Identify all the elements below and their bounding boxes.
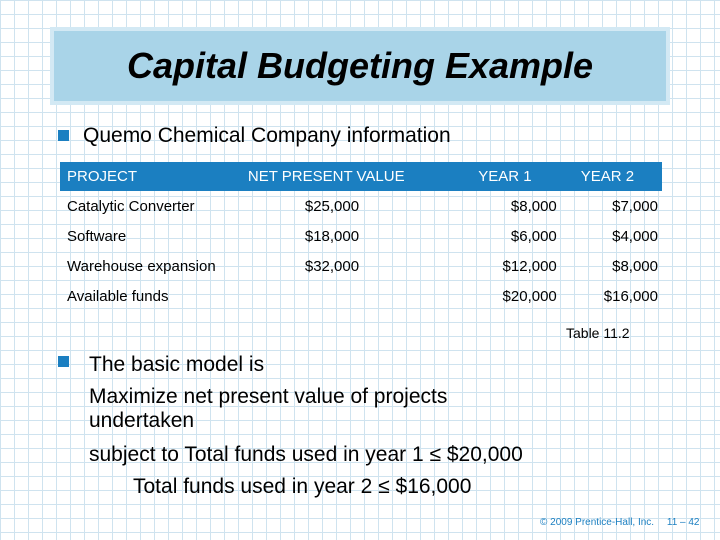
cell-year2: $8,000: [612, 257, 658, 275]
cell-year2: $7,000: [612, 197, 658, 215]
cell-year1: $8,000: [510, 197, 557, 215]
table-caption: Table 11.2: [566, 325, 630, 341]
cell-year1: $12,000: [502, 257, 557, 275]
cell-npv: $18,000: [304, 227, 360, 245]
table-header-row: [60, 162, 662, 191]
model-text: [89, 349, 523, 503]
cell-year1: $20,000: [502, 287, 557, 305]
cell-year1: $6,000: [510, 227, 557, 245]
table-row: [60, 251, 662, 281]
slide-title: Capital Budgeting Example: [126, 45, 594, 86]
bullet-company-info: [58, 124, 451, 148]
table-row: [60, 191, 662, 221]
model-objective-cont: undertaken: [89, 409, 195, 432]
constraint-year2: Total funds used in year 2 ≤ $16,000: [133, 475, 472, 498]
footer-copyright: © 2009 Prentice-Hall, Inc.: [540, 517, 655, 528]
bullet-text: Quemo Chemical Company information: [83, 124, 451, 147]
header-project: PROJECT: [60, 162, 248, 191]
cell-year2: $16,000: [603, 287, 658, 305]
constraint-year1: subject to Total funds used in year 1 ≤ $20,000: [89, 443, 523, 466]
cell-project: Available funds: [67, 287, 169, 305]
header-year2: YEAR 2: [557, 162, 662, 191]
header-npv: NET PRESENT VALUE: [248, 162, 453, 191]
square-bullet-icon: [58, 356, 69, 367]
square-bullet-icon: [58, 130, 69, 141]
cell-year2: $4,000: [612, 227, 658, 245]
table-row: [60, 281, 662, 311]
title-banner: [50, 27, 670, 105]
cell-project: Software: [67, 227, 127, 245]
slide-footer: [540, 517, 700, 528]
bullet-basic-model: [58, 350, 83, 367]
cell-npv: $32,000: [304, 257, 360, 275]
footer-page-number: 11 – 42: [666, 517, 700, 528]
header-year1: YEAR 1: [453, 162, 557, 191]
cell-project: Warehouse expansion: [67, 257, 216, 275]
cell-project: Catalytic Converter: [67, 197, 195, 215]
model-intro: The basic model is: [89, 353, 265, 376]
cell-npv: [248, 281, 453, 311]
model-objective: Maximize net present value of projects: [89, 385, 448, 408]
table-row: [60, 221, 662, 251]
project-table: [60, 162, 662, 311]
cell-npv: $25,000: [304, 197, 360, 215]
